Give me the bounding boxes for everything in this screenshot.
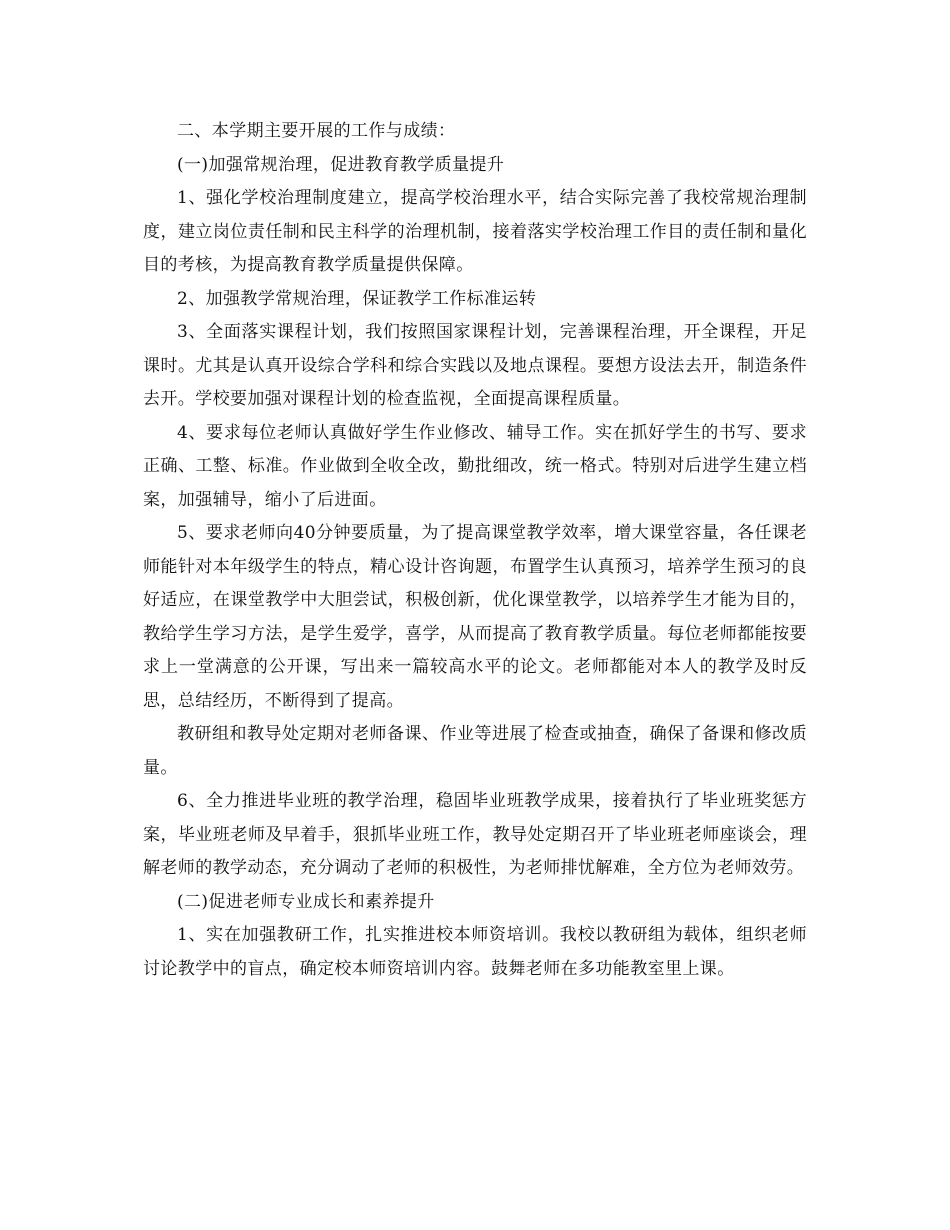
subsection-heading: (一)加强常规治理，促进教育教学质量提升 bbox=[177, 154, 505, 175]
paragraph: 1、强化学校治理制度建立，提高学校治理水平，结合实际完善了我校常规治理制度，建立岗位责任制和民主科学的治理机制，接着落实学校治理工作目的责任制和量化目的考核，为提高教育教学质量提供保障。 bbox=[143, 188, 807, 275]
paragraph: 2、加强教学常规治理，保证教学工作标准运转 bbox=[177, 288, 537, 309]
paragraph: 3、全面落实课程计划，我们按照国家课程计划，完善课程治理，开全课程，开足课时。尤其是认真开设综合学科和综合实践以及地点课程。要想方设法去开，制造条件去开。学校要加强对课程计划的检查监视，全面提高课程质量。 bbox=[143, 322, 807, 409]
section-heading: 二、本学期主要开展的工作与成绩： bbox=[177, 121, 456, 141]
subsection-heading: (二)促进老师专业成长和素养提升 bbox=[177, 891, 435, 912]
document-body bbox=[143, 115, 807, 986]
paragraph: 5、要求老师向40分钟要质量，为了提高课堂教学效率，增大课堂容量，各任课老师能针对本年级学生的特点，精心设计咨询题，布置学生认真预习，培养学生预习的良好适应，在课堂教学中大胆尝试，积极创新，优化课堂教学，以培养学生才能为目的，教给学生学习方法，是学生爱学，喜学，从而提高了教育教学质量。每位老师都能按要求上一堂满意的公开课，写出来一篇较高水平的论文。老师都能对本人的教学及时反思，总结经历，不断得到了提高。 bbox=[143, 523, 807, 711]
paragraph: 4、要求每位老师认真做好学生作业修改、辅导工作。实在抓好学生的书写、要求正确、工整、标准。作业做到全收全改，勤批细改，统一格式。特别对后进学生建立档案，加强辅导，缩小了后进面。 bbox=[143, 422, 807, 510]
paragraph: 6、全力推进毕业班的教学治理，稳固毕业班教学成果，接着执行了毕业班奖惩方案，毕业班老师及早着手，狠抓毕业班工作，教导处定期召开了毕业班老师座谈会，理解老师的教学动态，充分调动了老师的积极性，为老师排忧解难，全方位为老师效劳。 bbox=[143, 791, 807, 878]
paragraph: 1、实在加强教研工作，扎实推进校本师资培训。我校以教研组为载体，组织老师讨论教学中的盲点，确定校本师资培训内容。鼓舞老师在多功能教室里上课。 bbox=[143, 925, 807, 979]
paragraph: 教研组和教导处定期对老师备课、作业等进展了检查或抽查，确保了备课和修改质量。 bbox=[143, 724, 807, 778]
